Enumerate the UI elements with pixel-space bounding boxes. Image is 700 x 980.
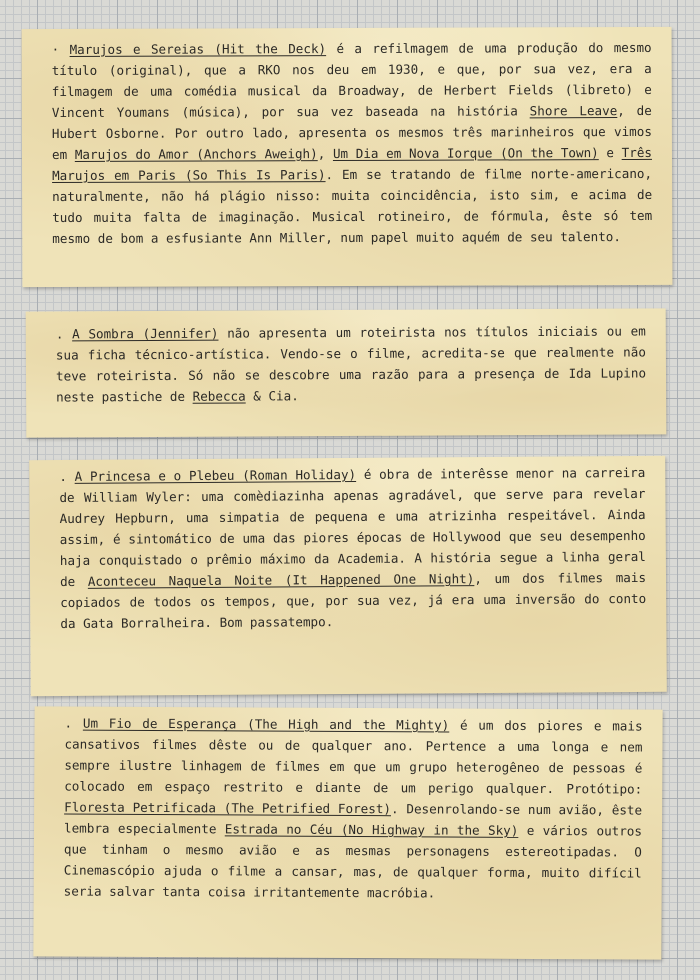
review-text: . A Sombra (Jennifer) não apresenta um roteirista nos títulos iniciais ou em sua ficha técnico-artística. Vendo-se o filme, acredita-se que realmente não teve roteirista. Só não se descobre uma razão para a presença de Ida Lupino neste pastiche de Rebecca & Cia. bbox=[55, 323, 647, 405]
cited-film: Estrada no Céu (No Highway in the Sky) bbox=[224, 821, 519, 838]
cited-film: Rebecca bbox=[192, 388, 246, 404]
film-title: Marujos e Sereias (Hit the Deck) bbox=[69, 41, 327, 57]
cited-film: Shore Leave bbox=[529, 103, 618, 119]
cited-film: Floresta Petrificada (The Petrified Forest) bbox=[64, 799, 392, 817]
review-clipping-high-and-mighty bbox=[33, 706, 662, 959]
cited-film: Aconteceu Naquela Noite (It Happened One Night) bbox=[87, 571, 475, 589]
film-title: A Princesa e o Plebeu (Roman Holiday) bbox=[74, 466, 357, 484]
cited-film: Três Marujos em Paris (So This Is Paris) bbox=[52, 144, 653, 184]
review-text: . A Princesa e o Plebeu (Roman Holiday) é obra de interêsse menor na carreira de William Wyler: uma comèdiazinha apenas agradável, que serve para revelar Audrey Hepburn, uma simpatia de pequena e uma atrizinha respeitável. Ainda assim, é sintomático de uma das piores épocas de Hollywood que seu desempenho haja conquistado o prêmio máximo da Academia. A história segue a linha geral de Aconteceu Naquela Noite (It Happened One Night), um dos filmes mais copiados de todos os tempos, que, por sua vez, já era uma inversão do conto da Gata Borralheira. Bom passatempo. bbox=[59, 464, 647, 632]
cited-film: Um Dia em Nova Iorque (On the Town) bbox=[332, 145, 599, 162]
cited-film: Marujos do Amor (Anchors Aweigh) bbox=[74, 146, 318, 162]
review-clipping-roman-holiday bbox=[29, 456, 667, 696]
film-title: A Sombra (Jennifer) bbox=[72, 325, 219, 342]
review-text: . Um Fio de Esperança (The High and the Mighty) é um dos piores e mais cansativos filmes dêste ou de qualquer ano. Pertence a uma longa e nem sempre ilustre linhagem de filmes em que um grupo heterogêneo de pessoas é colocado em espaço restrito e diante de um perigo qualquer. Protótipo: Floresta Petrificada (The Petrified Forest). Desenrolando-se num avião, êste lembra especialmente Estrada no Céu (No Highway in the Sky) e vários outros que tinham o mesmo avião e as mesmas personagens estereotipadas. O Cinemascópio ajuda o filme a cansar, mas, de qualquer forma, muito difícil seria salvar tanta coisa irritantemente macróbia. bbox=[63, 715, 643, 901]
review-clipping-hit-the-deck bbox=[22, 27, 673, 287]
film-title: Um Fio de Esperança (The High and the Mighty) bbox=[82, 715, 450, 733]
review-text: · Marujos e Sereias (Hit the Deck) é a refilmagem de uma produção do mesmo título (original), que a RKO nos deu em 1930, e que, por sua vez, era a filmagem de uma comédia musical da Broadway, de Herbert Fields (libreto) e Vincent Youmans (música), por sua vez baseada na história Shore Leave, de Hubert Osborne. Por outro lado, apresenta os mesmos três marinheiros que vimos em Marujos do Amor (Anchors Aweigh), Um Dia em Nova Iorque (On the Town) e Três Marujos em Paris (So This Is Paris). Em se tratando de filme norte-americano, naturalmente, não há plágio nisso: muita coincidência, isto sim, e acima de tudo muita falta de imaginação. Musical rotineiro, de fórmula, êste só tem mesmo de bom a esfusiante Ann Miller, num papel muito aquém de seu talento. bbox=[51, 39, 653, 247]
review-clipping-jennifer bbox=[26, 308, 667, 437]
